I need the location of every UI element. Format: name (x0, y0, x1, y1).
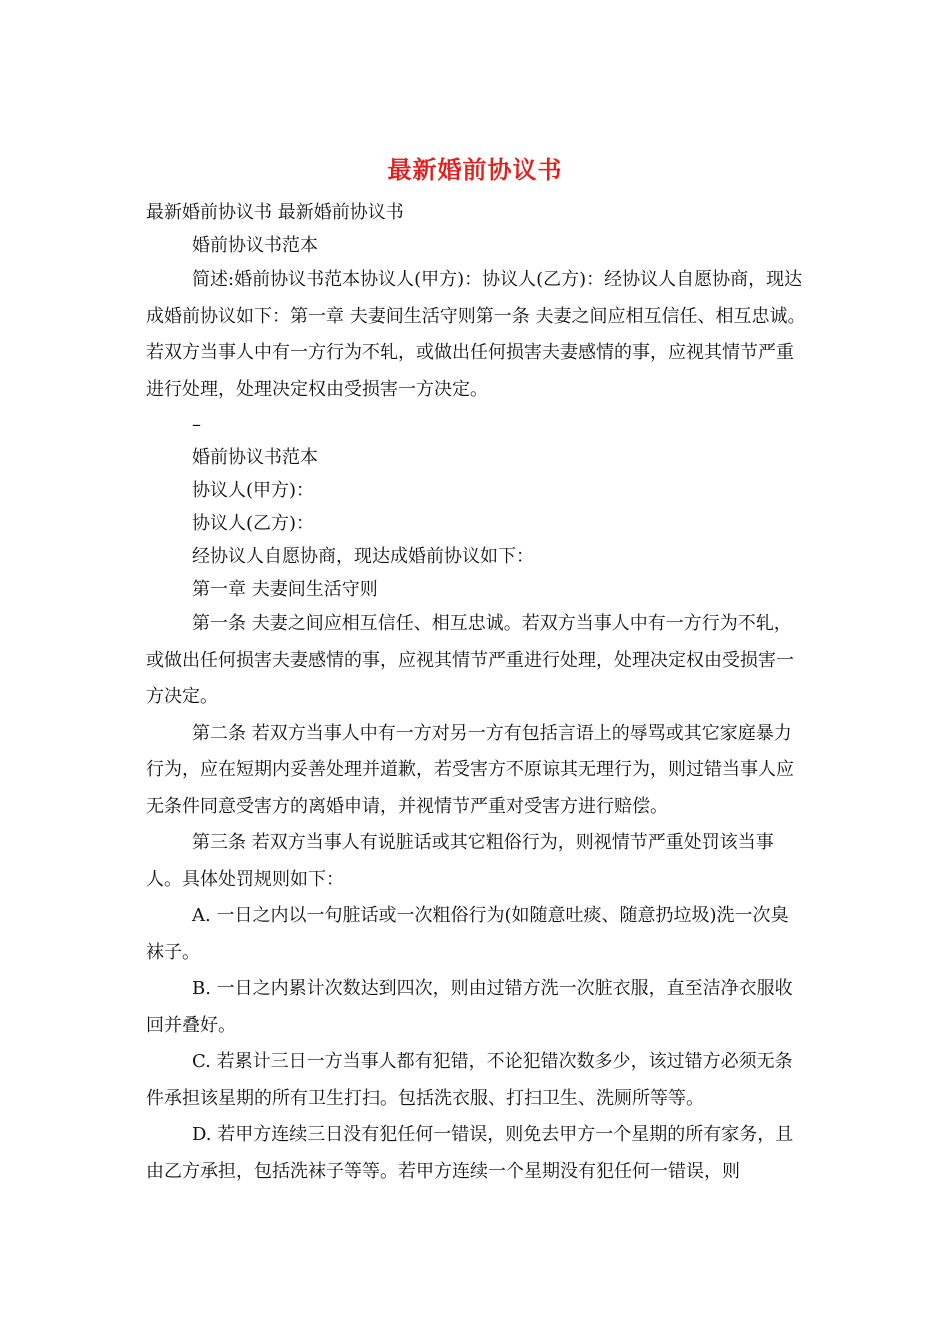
paragraph-rule-d: D. 若甲方连续三日没有犯任何一错误，则免去甲方一个星期的所有家务，且由乙方承担，包括洗袜子等等。若甲方连续一个星期没有犯任何一错误，则 (146, 1124, 794, 1182)
paragraph-rule-c: C. 若累计三日一方当事人都有犯错，不论犯错次数多少，该过错方必须无条件承担该星期的所有卫生打扫。包括洗衣服、打扫卫生、洗厕所等等。 (146, 1051, 793, 1109)
paragraph-rule-a: A. 一日之内以一句脏话或一次粗俗行为(如随意吐痰、随意扔垃圾)洗一次臭袜子。 (146, 905, 789, 963)
paragraph-rule-b: B. 一日之内累计次数达到四次，则由过错方洗一次脏衣服，直至洁净衣服收回并叠好。 (146, 978, 793, 1036)
paragraph-article-3: 第三条 若双方当事人有说脏话或其它粗俗行为，则视情节严重处罚该当事人。具体处罚规则如下： (146, 832, 774, 890)
paragraph-intro: 经协议人自愿协商，现达成婚前协议如下： (192, 546, 534, 567)
document-title: 最新婚前协议书 (387, 155, 563, 184)
paragraph-party-b: 协议人(乙方)： (192, 513, 315, 534)
paragraph-summary: 简述:婚前协议书范本协议人(甲方)：协议人(乙方)：经协议人自愿协商，现达成婚前协议如下：第一章 夫妻间生活守则第一条 夫妻之间应相互信任、相互忠诚。若双方当事人中有一方行为不轧，或做出任何损害夫妻感情的事，应视其情节严重进行处理，处理决定权由受损害一方决定。 (146, 269, 806, 400)
paragraph-template-heading-2: 婚前协议书范本 (192, 447, 318, 468)
paragraph-chapter-1: 第一章 夫妻间生活守则 (192, 579, 378, 600)
paragraph-header-line: 最新婚前协议书 最新婚前协议书 (146, 202, 404, 223)
paragraph-template-heading: 婚前协议书范本 (192, 235, 318, 256)
paragraph-article-1: 第一条 夫妻之间应相互信任、相互忠诚。若双方当事人中有一方行为不轧，或做出任何损害夫妻感情的事，应视其情节严重进行处理，处理决定权由受损害一方决定。 (146, 613, 794, 707)
document-body (146, 196, 806, 1190)
paragraph-party-a: 协议人(甲方)： (192, 480, 315, 501)
paragraph-dash: – (192, 414, 201, 435)
paragraph-article-2: 第二条 若双方当事人中有一方对另一方有包括言语上的辱骂或其它家庭暴力行为，应在短期内妥善处理并道歉，若受害方不原谅其无理行为，则过错当事人应无条件同意受害方的离婚申请，并视情节严重对受害方进行赔偿。 (146, 722, 794, 817)
